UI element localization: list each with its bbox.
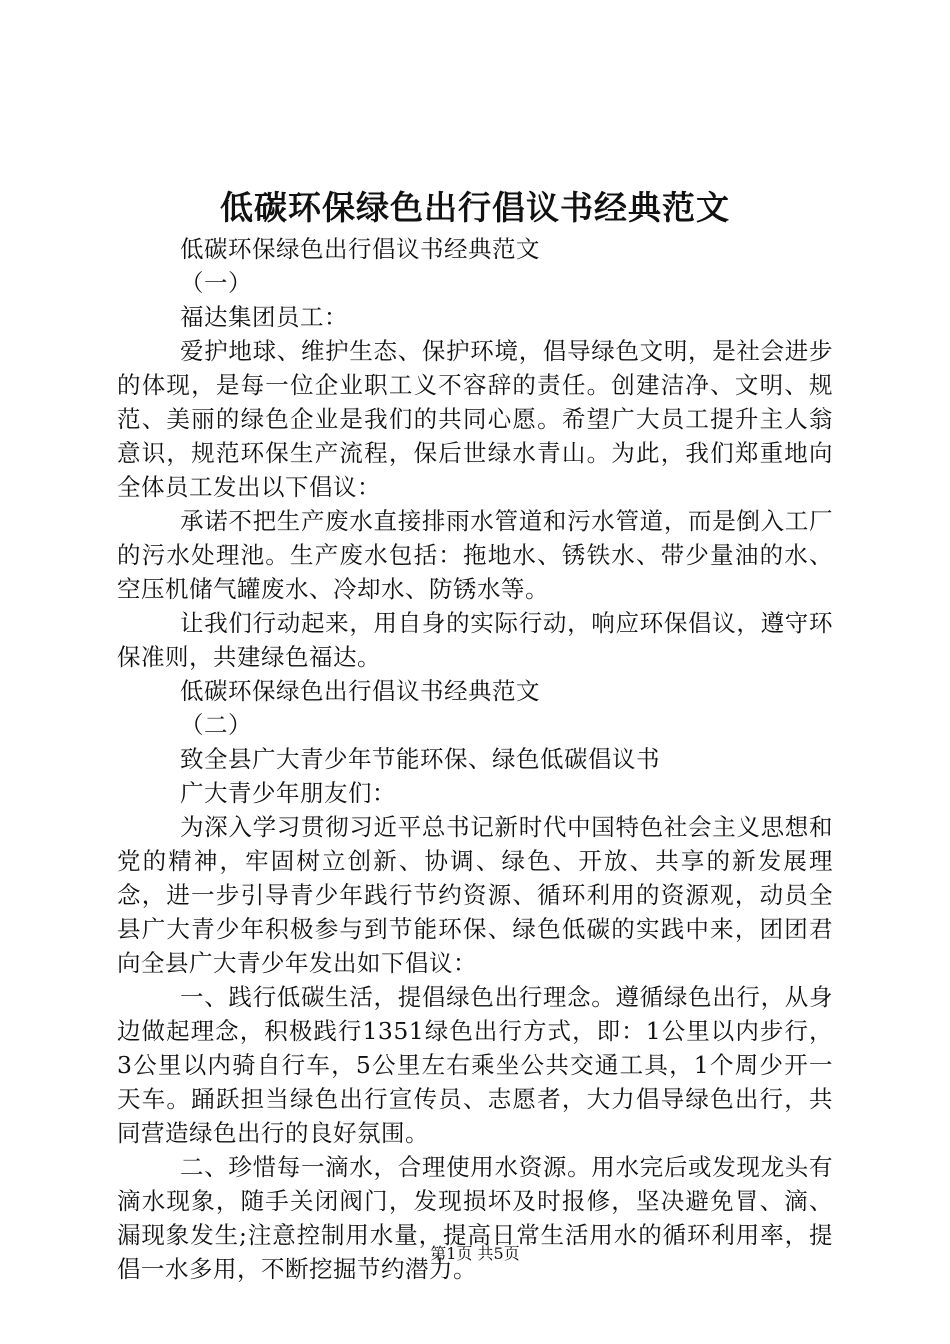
paragraph-body: 让我们行动起来，用自身的实际行动，响应环保倡议，遵守环保准则，共建绿色福达。 xyxy=(117,609,833,671)
paragraph-body: 为深入学习贯彻习近平总书记新时代中国特色社会主义思想和党的精神，牢固树立创新、协调、绿色、开放、共享的新发展理念，进一步引导青少年践行节约资源、循环利用的资源观，动员全县广大青少年积极参与到节能环保、绿色低碳的实践中来，团团君向全县广大青少年发出如下倡议： xyxy=(117,813,833,977)
paragraph-section-2: （二） xyxy=(180,711,252,739)
document-title: 低碳环保绿色出行倡议书经典范文 xyxy=(220,188,730,227)
paragraph-salutation-2: 广大青少年朋友们： xyxy=(180,779,396,807)
paragraph-body: 承诺不把生产废水直接排雨水管道和污水管道，而是倒入工厂的污水处理池。生产废水包括：拖地水、锈铁水、带少量油的水、空压机储气罐废水、冷却水、防锈水等。 xyxy=(117,507,833,603)
paragraph-heading-2: 低碳环保绿色出行倡议书经典范文 xyxy=(180,677,540,705)
paragraph-subtitle: 致全县广大青少年节能环保、绿色低碳倡议书 xyxy=(180,745,660,773)
paragraph-body: 爱护地球、维护生态、保护环境，倡导绿色文明，是社会进步的体现，是每一位企业职工义不容辞的责任。创建洁净、文明、规范、美丽的绿色企业是我们的共同心愿。希望广大员工提升主人翁意识，规范环保生产流程，保后世绿水青山。为此，我们郑重地向全体员工发出以下倡议： xyxy=(117,337,833,501)
paragraph-salutation-1: 福达集团员工： xyxy=(180,303,348,331)
paragraph-body: 一、践行低碳生活，提倡绿色出行理念。遵循绿色出行，从身边做起理念，积极践行1351绿色出行方式，即：1公里以内步行，3公里以内骑自行车，5公里左右乘坐公共交通工具，1个周少开一天车。踊跃担当绿色出行宣传员、志愿者，大力倡导绿色出行，共同营造绿色出行的良好氛围。 xyxy=(117,983,833,1147)
paragraph-section-1: （一） xyxy=(180,269,252,297)
page-number-footer: 第1页 共5页 xyxy=(430,1244,520,1263)
document-body xyxy=(117,232,833,1286)
paragraph-body: 二、珍惜每一滴水，合理使用水资源。用水完后或发现龙头有滴水现象，随手关闭阀门，发现损坏及时报修，坚决避免冒、滴、漏现象发生;注意控制用水量，提高日常生活用水的循环利用率，提倡一水多用，不断挖掘节约潜力。 xyxy=(117,1153,833,1283)
paragraph-heading-1: 低碳环保绿色出行倡议书经典范文 xyxy=(180,235,540,263)
